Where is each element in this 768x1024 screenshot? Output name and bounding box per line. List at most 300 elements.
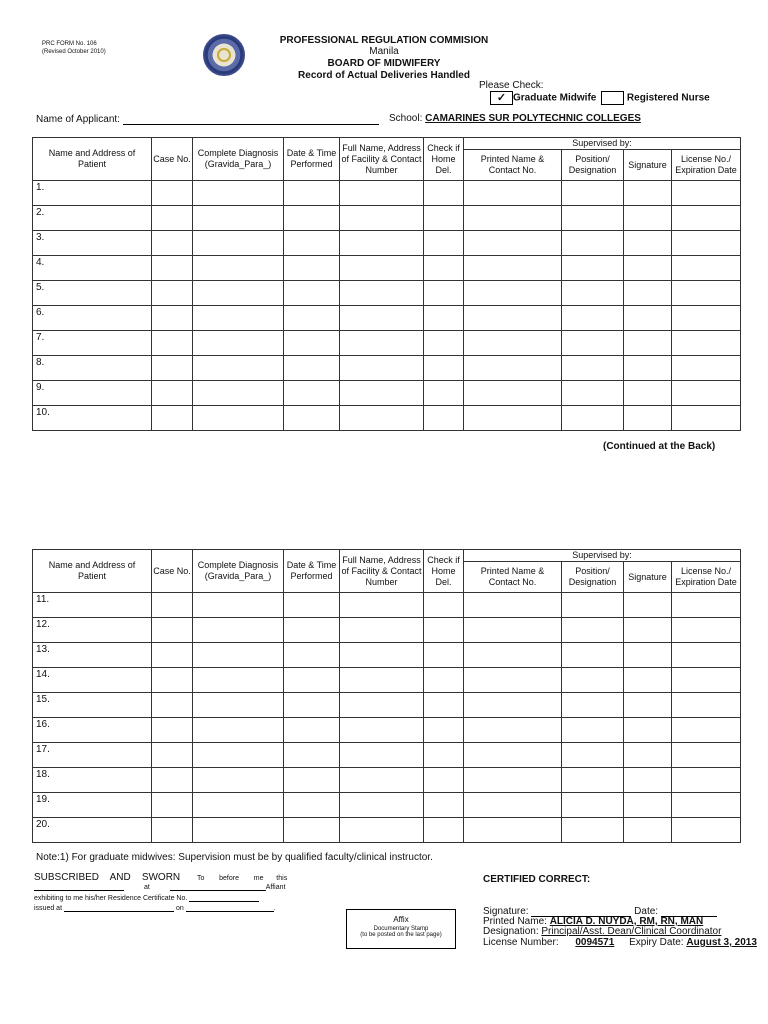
row-number-cell[interactable]: 1. (33, 181, 152, 206)
table-cell[interactable] (624, 181, 672, 206)
table-row (33, 693, 741, 718)
table-cell[interactable] (340, 743, 424, 768)
table-cell[interactable] (340, 256, 424, 281)
table-cell[interactable] (193, 818, 284, 843)
col-patient-header: Name and Address of Patient (33, 550, 152, 593)
table-cell[interactable] (624, 668, 672, 693)
table-cell[interactable] (424, 593, 464, 618)
table-cell[interactable] (424, 331, 464, 356)
table-cell[interactable] (624, 381, 672, 406)
table-cell[interactable] (464, 406, 562, 431)
table-cell[interactable] (562, 643, 624, 668)
table-cell[interactable] (562, 768, 624, 793)
table-row (33, 768, 741, 793)
table-cell[interactable] (193, 793, 284, 818)
table-cell[interactable] (284, 381, 340, 406)
row-number-cell[interactable]: 9. (33, 381, 152, 406)
table-cell[interactable] (624, 718, 672, 743)
table-cell[interactable] (624, 281, 672, 306)
row-number-cell[interactable]: 6. (33, 306, 152, 331)
graduate-midwife-label: Graduate Midwife (513, 92, 597, 104)
table-cell[interactable] (340, 206, 424, 231)
table-cell[interactable] (562, 306, 624, 331)
table-cell[interactable] (424, 206, 464, 231)
table-cell[interactable] (672, 381, 741, 406)
table-cell[interactable] (340, 356, 424, 381)
table-cell[interactable] (152, 768, 193, 793)
table-cell[interactable] (193, 406, 284, 431)
col-signature-header: Signature (624, 562, 672, 593)
table-cell[interactable] (672, 593, 741, 618)
col-printed-name-header: Printed Name & Contact No. (464, 562, 562, 593)
table-cell[interactable] (152, 331, 193, 356)
table-cell[interactable] (672, 818, 741, 843)
deliveries-table-1 (32, 137, 741, 431)
issued-on-field[interactable] (186, 904, 274, 912)
oath-line-3 (34, 894, 259, 902)
table-cell[interactable] (284, 331, 340, 356)
table-cell[interactable] (562, 693, 624, 718)
table-cell[interactable] (193, 668, 284, 693)
row-number-cell[interactable]: 17. (33, 743, 152, 768)
row-number-cell[interactable]: 3. (33, 231, 152, 256)
col-facility-header: Full Name, Address of Facility & Contact Number (340, 138, 424, 181)
stamp-doc: Documentary Stamp (373, 926, 429, 932)
row-number-cell[interactable]: 18. (33, 768, 152, 793)
table-cell[interactable] (464, 768, 562, 793)
table-cell[interactable] (672, 256, 741, 281)
table-cell[interactable] (562, 356, 624, 381)
table-cell[interactable] (152, 818, 193, 843)
table-cell[interactable] (672, 793, 741, 818)
table-cell[interactable] (624, 593, 672, 618)
table-cell[interactable] (562, 381, 624, 406)
table-cell[interactable] (672, 718, 741, 743)
table-cell[interactable] (340, 818, 424, 843)
table-cell[interactable] (193, 331, 284, 356)
col-license-header: License No./ Expiration Date (672, 562, 741, 593)
applicant-name-label: Name of Applicant: (36, 114, 120, 125)
table-cell[interactable] (340, 381, 424, 406)
table-cell[interactable] (340, 231, 424, 256)
table-cell[interactable] (193, 743, 284, 768)
documentary-stamp-box (346, 909, 456, 949)
supervised-by-header: Supervised by: (464, 138, 741, 150)
table-cell[interactable] (464, 356, 562, 381)
table-row (33, 406, 741, 431)
oath-exhibiting-label: exhibiting to me his/her Residence Certificate No. (34, 895, 188, 902)
table-cell[interactable] (424, 181, 464, 206)
table-cell[interactable] (562, 793, 624, 818)
oath-line-4: issued at on . (34, 905, 276, 912)
table-cell[interactable] (624, 406, 672, 431)
row-number-cell[interactable]: 20. (33, 818, 152, 843)
oath-word: AND (109, 872, 131, 883)
table-cell[interactable] (424, 356, 464, 381)
table-row (33, 281, 741, 306)
license-label: License Number: (483, 937, 559, 948)
col-position-header: Position/ Designation (562, 150, 624, 181)
table-cell[interactable] (464, 281, 562, 306)
table-cell[interactable] (624, 206, 672, 231)
table-cell[interactable] (152, 618, 193, 643)
table-cell[interactable] (284, 693, 340, 718)
table-cell[interactable] (193, 693, 284, 718)
row-number-cell[interactable]: 2. (33, 206, 152, 231)
registered-nurse-checkbox[interactable] (601, 91, 624, 105)
issued-at-field[interactable] (64, 904, 174, 912)
school-label: School: (389, 113, 423, 124)
table-cell[interactable] (464, 206, 562, 231)
table-cell[interactable] (152, 356, 193, 381)
table-cell[interactable] (562, 593, 624, 618)
table-cell[interactable] (284, 743, 340, 768)
deliveries-table-2 (32, 549, 741, 843)
oath-word: me (253, 875, 264, 882)
table-cell[interactable] (464, 668, 562, 693)
table-cell[interactable] (193, 768, 284, 793)
table-cell[interactable] (562, 406, 624, 431)
stamp-note: (to be posted on the last page) (360, 932, 442, 938)
col-signature-header: Signature (624, 150, 672, 181)
col-date-header: Date & Time Performed (284, 550, 340, 593)
table-row (33, 206, 741, 231)
table-cell[interactable] (624, 768, 672, 793)
registered-nurse-label: Registered Nurse (626, 92, 710, 104)
table-cell[interactable] (340, 593, 424, 618)
table-cell[interactable] (464, 793, 562, 818)
row-number-cell[interactable]: 5. (33, 281, 152, 306)
table-cell[interactable] (672, 618, 741, 643)
table-cell[interactable] (193, 231, 284, 256)
designation-label: Designation: (483, 926, 539, 937)
table-cell[interactable] (672, 181, 741, 206)
table-cell[interactable] (424, 743, 464, 768)
printed-name-value: ALICIA D. NUYDA, RM, RN, MAN (549, 916, 704, 927)
supervised-by-header: Supervised by: (464, 550, 741, 562)
row-number-cell[interactable]: 15. (33, 693, 152, 718)
table-cell[interactable] (424, 381, 464, 406)
table-cell[interactable] (340, 718, 424, 743)
designation-value: Principal/Asst. Dean/Clinical Coordinator (541, 926, 722, 937)
table-cell[interactable] (340, 693, 424, 718)
cert-license-row (483, 937, 757, 948)
table-cell[interactable] (424, 618, 464, 643)
table-cell[interactable] (340, 793, 424, 818)
table-cell[interactable] (624, 306, 672, 331)
table-cell[interactable] (424, 281, 464, 306)
table-cell[interactable] (284, 231, 340, 256)
table-row (33, 331, 741, 356)
table-1-body (33, 181, 741, 431)
table-cell[interactable] (284, 406, 340, 431)
expiry-label: Expiry Date: (629, 937, 684, 948)
table-cell[interactable] (562, 743, 624, 768)
table-cell[interactable] (340, 331, 424, 356)
oath-word: SUBSCRIBED (34, 872, 100, 883)
table-cell[interactable] (152, 793, 193, 818)
row-number-cell[interactable]: 10. (33, 406, 152, 431)
oath-word: before (219, 875, 239, 882)
please-check-label: Please Check: (479, 80, 544, 91)
row-number-cell[interactable]: 16. (33, 718, 152, 743)
table-cell[interactable] (284, 668, 340, 693)
table-row (33, 743, 741, 768)
table-cell[interactable] (672, 206, 741, 231)
graduate-midwife-checkbox[interactable]: ✓ (490, 91, 513, 105)
table-row (33, 306, 741, 331)
table-cell[interactable] (424, 256, 464, 281)
table-cell[interactable] (193, 181, 284, 206)
table-cell[interactable] (284, 718, 340, 743)
table-cell[interactable] (624, 743, 672, 768)
table-cell[interactable] (152, 593, 193, 618)
col-diagnosis-header: Complete Diagnosis (Gravida_Para_) (193, 550, 284, 593)
applicant-name-field[interactable] (123, 113, 379, 125)
table-cell[interactable] (284, 618, 340, 643)
table-cell[interactable] (284, 281, 340, 306)
school-value[interactable]: CAMARINES SUR POLYTECHNIC COLLEGES (425, 113, 641, 124)
table-row (33, 256, 741, 281)
oath-place-field[interactable] (170, 883, 266, 891)
table-cell[interactable] (193, 206, 284, 231)
table-cell[interactable] (562, 256, 624, 281)
table-row (33, 718, 741, 743)
col-home-delivery-header: Check if Home Del. (424, 550, 464, 593)
oath-on-label: on (175, 905, 184, 912)
col-patient-header: Name and Address of Patient (33, 138, 152, 181)
table-cell[interactable] (152, 693, 193, 718)
table-cell[interactable] (284, 643, 340, 668)
table-cell[interactable] (340, 618, 424, 643)
row-number-cell[interactable]: 19. (33, 793, 152, 818)
row-number-cell[interactable]: 4. (33, 256, 152, 281)
table-cell[interactable] (193, 256, 284, 281)
table-cell[interactable] (672, 406, 741, 431)
table-cell[interactable] (672, 331, 741, 356)
col-facility-header: Full Name, Address of Facility & Contact Number (340, 550, 424, 593)
table-cell[interactable] (340, 181, 424, 206)
table-row (33, 181, 741, 206)
form-title: Record of Actual Deliveries Handled (298, 70, 470, 81)
table-cell[interactable] (562, 206, 624, 231)
table-cell[interactable] (424, 818, 464, 843)
table-cell[interactable] (464, 181, 562, 206)
table-cell[interactable] (624, 618, 672, 643)
table-cell[interactable] (152, 181, 193, 206)
col-license-header: License No./ Expiration Date (672, 150, 741, 181)
table-cell[interactable] (152, 256, 193, 281)
form-number: PRC FORM No. 106 (42, 41, 97, 47)
table-cell[interactable] (624, 256, 672, 281)
table-cell[interactable] (424, 306, 464, 331)
table-row (33, 356, 741, 381)
table-cell[interactable] (152, 206, 193, 231)
table-cell[interactable] (284, 356, 340, 381)
table-cell[interactable] (152, 668, 193, 693)
table-cell[interactable] (624, 818, 672, 843)
oath-affiant-label: Affiant (265, 884, 286, 891)
table-row (33, 793, 741, 818)
expiry-value: August 3, 2013 (686, 937, 757, 948)
date-label: Date: (634, 906, 659, 917)
table-cell[interactable] (424, 793, 464, 818)
table-cell[interactable] (340, 768, 424, 793)
table-cell[interactable] (562, 281, 624, 306)
continued-note: (Continued at the Back) (603, 441, 716, 452)
residence-cert-field[interactable] (189, 894, 259, 902)
table-cell[interactable] (562, 331, 624, 356)
school-row (389, 113, 641, 124)
table-cell[interactable] (284, 818, 340, 843)
table-cell[interactable] (464, 306, 562, 331)
oath-word: To (196, 875, 205, 882)
oath-at-label: at (143, 884, 150, 891)
table-cell[interactable] (193, 356, 284, 381)
table-cell[interactable] (672, 743, 741, 768)
col-date-header: Date & Time Performed (284, 138, 340, 181)
table-cell[interactable] (284, 306, 340, 331)
table-cell[interactable] (464, 618, 562, 643)
oath-word: SWORN (141, 872, 181, 883)
row-number-cell[interactable]: 7. (33, 331, 152, 356)
table-cell[interactable] (562, 718, 624, 743)
table-cell[interactable] (672, 693, 741, 718)
table-cell[interactable] (562, 231, 624, 256)
table-cell[interactable] (464, 643, 562, 668)
table-row (33, 643, 741, 668)
table-row (33, 381, 741, 406)
table-cell[interactable] (672, 356, 741, 381)
table-cell[interactable] (284, 768, 340, 793)
table-cell[interactable] (424, 693, 464, 718)
form-number-block (42, 40, 106, 56)
table-row (33, 668, 741, 693)
table-cell[interactable] (624, 793, 672, 818)
stamp-affix: Affix (393, 915, 409, 924)
table-cell[interactable] (152, 306, 193, 331)
qualification-checkboxes (490, 91, 710, 105)
applicant-row (36, 113, 379, 125)
table-cell[interactable] (562, 181, 624, 206)
table-cell[interactable] (424, 768, 464, 793)
printed-name-label: Printed Name: (483, 916, 547, 927)
table-cell[interactable] (152, 406, 193, 431)
table-cell[interactable] (672, 306, 741, 331)
supervision-note: Note:1) For graduate midwives: Supervision must be by qualified faculty/clinical instructor. (36, 852, 433, 863)
table-cell[interactable] (464, 593, 562, 618)
table-cell[interactable] (464, 718, 562, 743)
table-cell[interactable] (562, 668, 624, 693)
row-number-cell[interactable]: 13. (33, 643, 152, 668)
table-cell[interactable] (424, 643, 464, 668)
table-cell[interactable] (672, 668, 741, 693)
table-cell[interactable] (464, 256, 562, 281)
form-revised: (Revised October 2010) (42, 49, 106, 55)
table-cell[interactable] (193, 306, 284, 331)
table-cell[interactable] (284, 256, 340, 281)
col-home-delivery-header: Check if Home Del. (424, 138, 464, 181)
table-cell[interactable] (624, 331, 672, 356)
agency-city: Manila (369, 46, 399, 57)
table-cell[interactable] (562, 818, 624, 843)
table-cell[interactable] (624, 231, 672, 256)
table-cell[interactable] (284, 206, 340, 231)
table-cell[interactable] (340, 281, 424, 306)
table-cell[interactable] (340, 406, 424, 431)
table-cell[interactable] (284, 593, 340, 618)
table-cell[interactable] (624, 693, 672, 718)
table-cell[interactable] (152, 231, 193, 256)
board-title: BOARD OF MIDWIFERY (327, 58, 441, 69)
row-number-cell[interactable]: 14. (33, 668, 152, 693)
table-cell[interactable] (193, 718, 284, 743)
table-cell[interactable] (193, 643, 284, 668)
row-number-cell[interactable]: 12. (33, 618, 152, 643)
table-cell[interactable] (152, 718, 193, 743)
table-cell[interactable] (284, 181, 340, 206)
table-cell[interactable] (464, 231, 562, 256)
table-cell[interactable] (424, 718, 464, 743)
table-cell[interactable] (193, 381, 284, 406)
license-value: 0094571 (575, 937, 615, 948)
table-cell[interactable] (340, 306, 424, 331)
table-cell[interactable] (464, 743, 562, 768)
row-number-cell[interactable]: 8. (33, 356, 152, 381)
oath-date-field[interactable] (34, 883, 124, 891)
table-cell[interactable] (340, 643, 424, 668)
table-cell[interactable] (464, 818, 562, 843)
row-number-cell[interactable]: 11. (33, 593, 152, 618)
table-cell[interactable] (672, 643, 741, 668)
certified-correct-title: CERTIFIED CORRECT: (483, 874, 591, 885)
table-cell[interactable] (152, 743, 193, 768)
table-row (33, 618, 741, 643)
table-cell[interactable] (152, 643, 193, 668)
table-cell[interactable] (193, 618, 284, 643)
cert-designation-row (483, 926, 721, 937)
table-cell[interactable] (284, 793, 340, 818)
table-row (33, 593, 741, 618)
table-cell[interactable] (624, 356, 672, 381)
table-cell[interactable] (152, 381, 193, 406)
oath-word: this (276, 875, 288, 882)
table-cell[interactable] (624, 643, 672, 668)
table-cell[interactable] (424, 406, 464, 431)
col-printed-name-header: Printed Name & Contact No. (464, 150, 562, 181)
table-cell[interactable] (562, 618, 624, 643)
table-cell[interactable] (424, 231, 464, 256)
table-cell[interactable] (672, 768, 741, 793)
table-cell[interactable] (464, 381, 562, 406)
col-position-header: Position/ Designation (562, 562, 624, 593)
table-2-body (33, 593, 741, 843)
table-cell[interactable] (672, 281, 741, 306)
table-cell[interactable] (672, 231, 741, 256)
table-cell[interactable] (193, 281, 284, 306)
table-cell[interactable] (152, 281, 193, 306)
col-diagnosis-header: Complete Diagnosis (Gravida_Para_) (193, 138, 284, 181)
table-cell[interactable] (340, 668, 424, 693)
table-cell[interactable] (464, 693, 562, 718)
table-row (33, 231, 741, 256)
table-cell[interactable] (193, 593, 284, 618)
signature-label: Signature: (483, 906, 529, 917)
agency-title: PROFESSIONAL REGULATION COMMISION (279, 35, 489, 46)
table-cell[interactable] (464, 331, 562, 356)
oath-line-2 (34, 883, 285, 891)
table-cell[interactable] (424, 668, 464, 693)
